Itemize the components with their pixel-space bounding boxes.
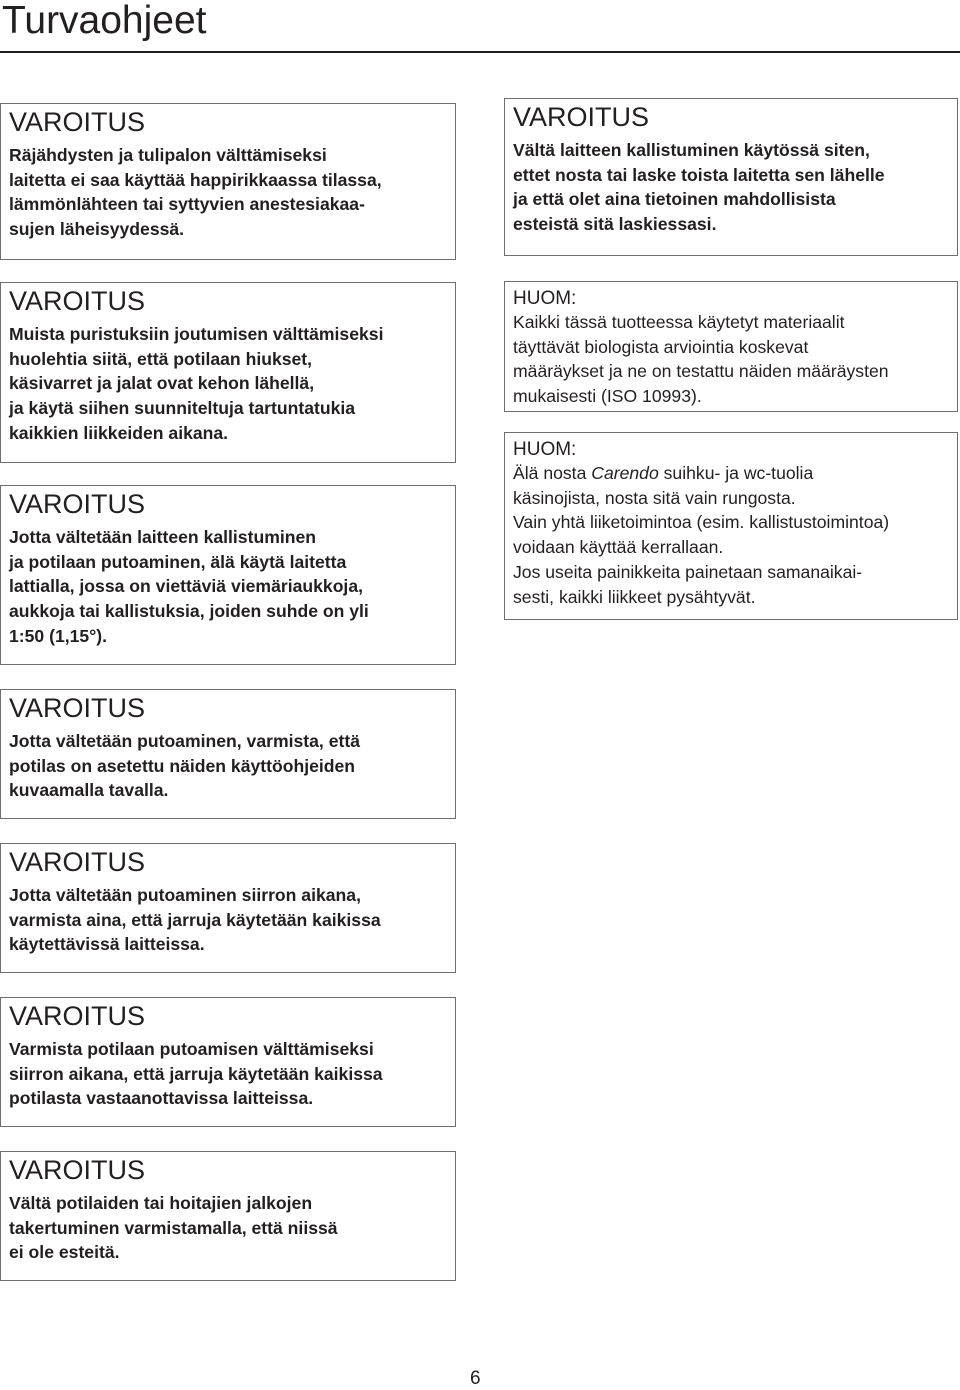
title-rule bbox=[0, 51, 960, 53]
warning-heading: VAROITUS bbox=[513, 102, 650, 132]
warning-heading: VAROITUS bbox=[9, 286, 146, 316]
warning-text: Varmista potilaan putoamisen välttämiseksi siirron aikana, että jarruja käytetään kaikissa potilasta vastaanottavissa laitteissa. bbox=[9, 1039, 383, 1109]
warning-box-tipping-lifting bbox=[504, 98, 958, 256]
warning-box-tipping-floor bbox=[0, 485, 456, 665]
warning-heading: VAROITUS bbox=[9, 693, 146, 723]
warning-heading: VAROITUS bbox=[9, 489, 146, 519]
warning-box-falling-transfer-brakes bbox=[0, 843, 456, 973]
warning-heading: VAROITUS bbox=[9, 107, 146, 137]
warning-heading: VAROITUS bbox=[9, 1001, 146, 1031]
note-text-line1: Älä nosta Carendo suihku- ja wc-tuolia bbox=[513, 463, 814, 483]
note-text-rest: käsinojista, nosta sitä vain rungosta. Vain yhtä liiketoimintoa (esim. kallistustoimintoa) voidaan käyttää kerrallaan. Jos useita painikkeita painetaan samanaikai- sesti, kaikki liikkeet pysähtyvät. bbox=[513, 487, 890, 607]
warning-text: Muista puristuksiin joutumisen välttämiseksi huolehtia siitä, että potilaan hiukset, käsivarret ja jalat ovat kehon lähellä, ja käytä siihen suunniteltuja tartuntatukia kaikkien liikkeiden aikana. bbox=[9, 324, 384, 443]
note-box-materials bbox=[504, 281, 958, 412]
note-text: Kaikki tässä tuotteessa käytetyt materiaalit täyttävät biologista arviointia koskevat määräykset ja ne on testattu näiden määräysten mukaisesti (ISO 10993). bbox=[513, 312, 889, 407]
page-title: Turvaohjeet bbox=[2, 0, 207, 42]
note-heading: HUOM: bbox=[513, 288, 577, 309]
warning-heading: VAROITUS bbox=[9, 847, 146, 877]
warning-text: Jotta vältetään putoaminen, varmista, että potilas on asetettu näiden käyttöohjeiden kuvaamalla tavalla. bbox=[9, 731, 360, 801]
warning-box-falling-positioning bbox=[0, 689, 456, 819]
warning-box-pinching bbox=[0, 282, 456, 463]
product-name: Carendo bbox=[591, 463, 659, 483]
warning-text: Räjähdysten ja tulipalon välttämiseksi laitetta ei saa käyttää happirikkaassa tilassa, lämmönlähteen tai syttyvien anestesiakaa- sujen läheisyydessä. bbox=[9, 145, 382, 240]
warning-box-feet-entanglement bbox=[0, 1151, 456, 1281]
page-number: 6 bbox=[470, 1368, 481, 1389]
warning-box-receiving-equipment-brakes bbox=[0, 997, 456, 1127]
warning-text: Jotta vältetään putoaminen siirron aikana, varmista aina, että jarruja käytetään kaikissa käytettävissä laitteissa. bbox=[9, 885, 381, 955]
warning-text: Vältä laitteen kallistuminen käytössä siten, ettet nosta tai laske toista laitetta sen lähelle ja että olet aina tietoinen mahdollisista esteistä sitä laskiessasi. bbox=[513, 140, 885, 235]
note-box-lifting bbox=[504, 432, 958, 620]
warning-heading: VAROITUS bbox=[9, 1155, 146, 1185]
note-text bbox=[513, 461, 949, 609]
warning-text: Vältä potilaiden tai hoitajien jalkojen takertuminen varmistamalla, että niissä ei ole esteitä. bbox=[9, 1193, 338, 1263]
warning-text: Jotta vältetään laitteen kallistuminen ja potilaan putoaminen, älä käytä laitetta lattialla, jossa on viettäviä viemäriaukkoja, aukkoja tai kallistuksia, joiden suhde on yli 1:50 (1,15°). bbox=[9, 527, 369, 646]
note-heading: HUOM: bbox=[513, 439, 577, 460]
warning-box-explosion bbox=[0, 103, 456, 260]
